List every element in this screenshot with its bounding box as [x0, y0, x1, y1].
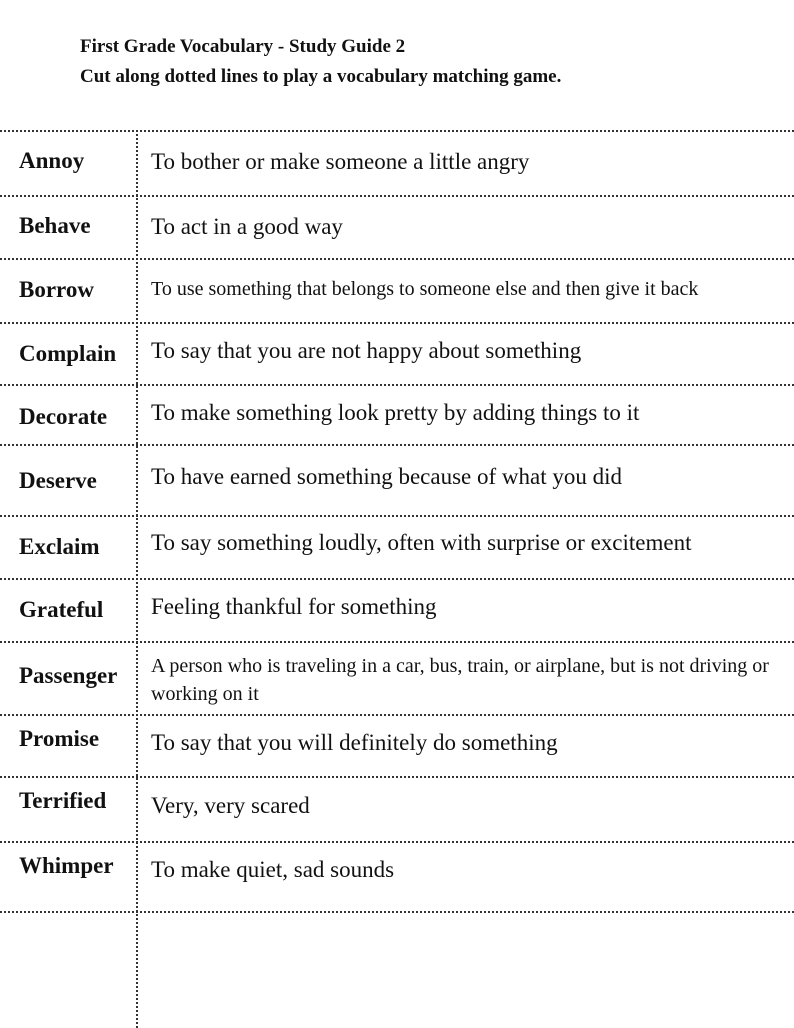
vocab-definition: To bother or make someone a little angry — [151, 149, 530, 174]
vocab-definition: To say that you are not happy about something — [151, 338, 582, 363]
vocab-term: Annoy — [19, 148, 85, 173]
vocab-definition: To have earned something because of what you did — [151, 464, 623, 489]
vocab-term: Grateful — [19, 597, 104, 622]
vocab-row — [0, 258, 794, 322]
vocab-row — [0, 322, 794, 384]
vocab-term: Deserve — [19, 468, 97, 493]
vocab-row — [0, 578, 794, 641]
vocab-definition: To say something loudly, often with surprise or excitement — [151, 530, 692, 555]
vocab-row — [0, 195, 794, 258]
vocab-definition: To say that you will definitely do something — [151, 730, 558, 755]
cut-line-bottom — [0, 911, 794, 913]
vocab-definition: To make something look pretty by adding things to it — [151, 400, 640, 425]
vocab-term: Terrified — [19, 788, 107, 813]
vocab-row — [0, 444, 794, 515]
vocab-term: Whimper — [19, 853, 114, 878]
page-title: First Grade Vocabulary - Study Guide 2 — [80, 36, 406, 57]
vocab-row — [0, 776, 794, 841]
vocab-definition: Feeling thankful for something — [151, 594, 437, 619]
vocab-definition: A person who is traveling in a car, bus, train, or airplane, but is not driving or working on it — [151, 655, 769, 705]
vocab-term: Passenger — [19, 663, 118, 688]
vocab-row — [0, 384, 794, 444]
vocab-definition: To use something that belongs to someone else and then give it back — [151, 278, 699, 300]
vocab-row — [0, 841, 794, 911]
vocab-row — [0, 130, 794, 195]
vocab-term: Complain — [19, 341, 117, 366]
page-header — [80, 32, 561, 92]
vocab-term: Promise — [19, 726, 100, 751]
vocab-definition: To make quiet, sad sounds — [151, 857, 395, 882]
page-instructions: Cut along dotted lines to play a vocabulary matching game. — [80, 66, 562, 87]
vocab-term: Borrow — [19, 277, 94, 302]
vocab-row — [0, 641, 794, 714]
vocab-definition: Very, very scared — [151, 793, 310, 818]
vocab-term: Decorate — [19, 404, 108, 429]
vocab-term: Behave — [19, 213, 91, 238]
vocab-row — [0, 714, 794, 776]
vocab-row — [0, 515, 794, 578]
vocab-term: Exclaim — [19, 534, 100, 559]
vocab-definition: To act in a good way — [151, 214, 343, 239]
